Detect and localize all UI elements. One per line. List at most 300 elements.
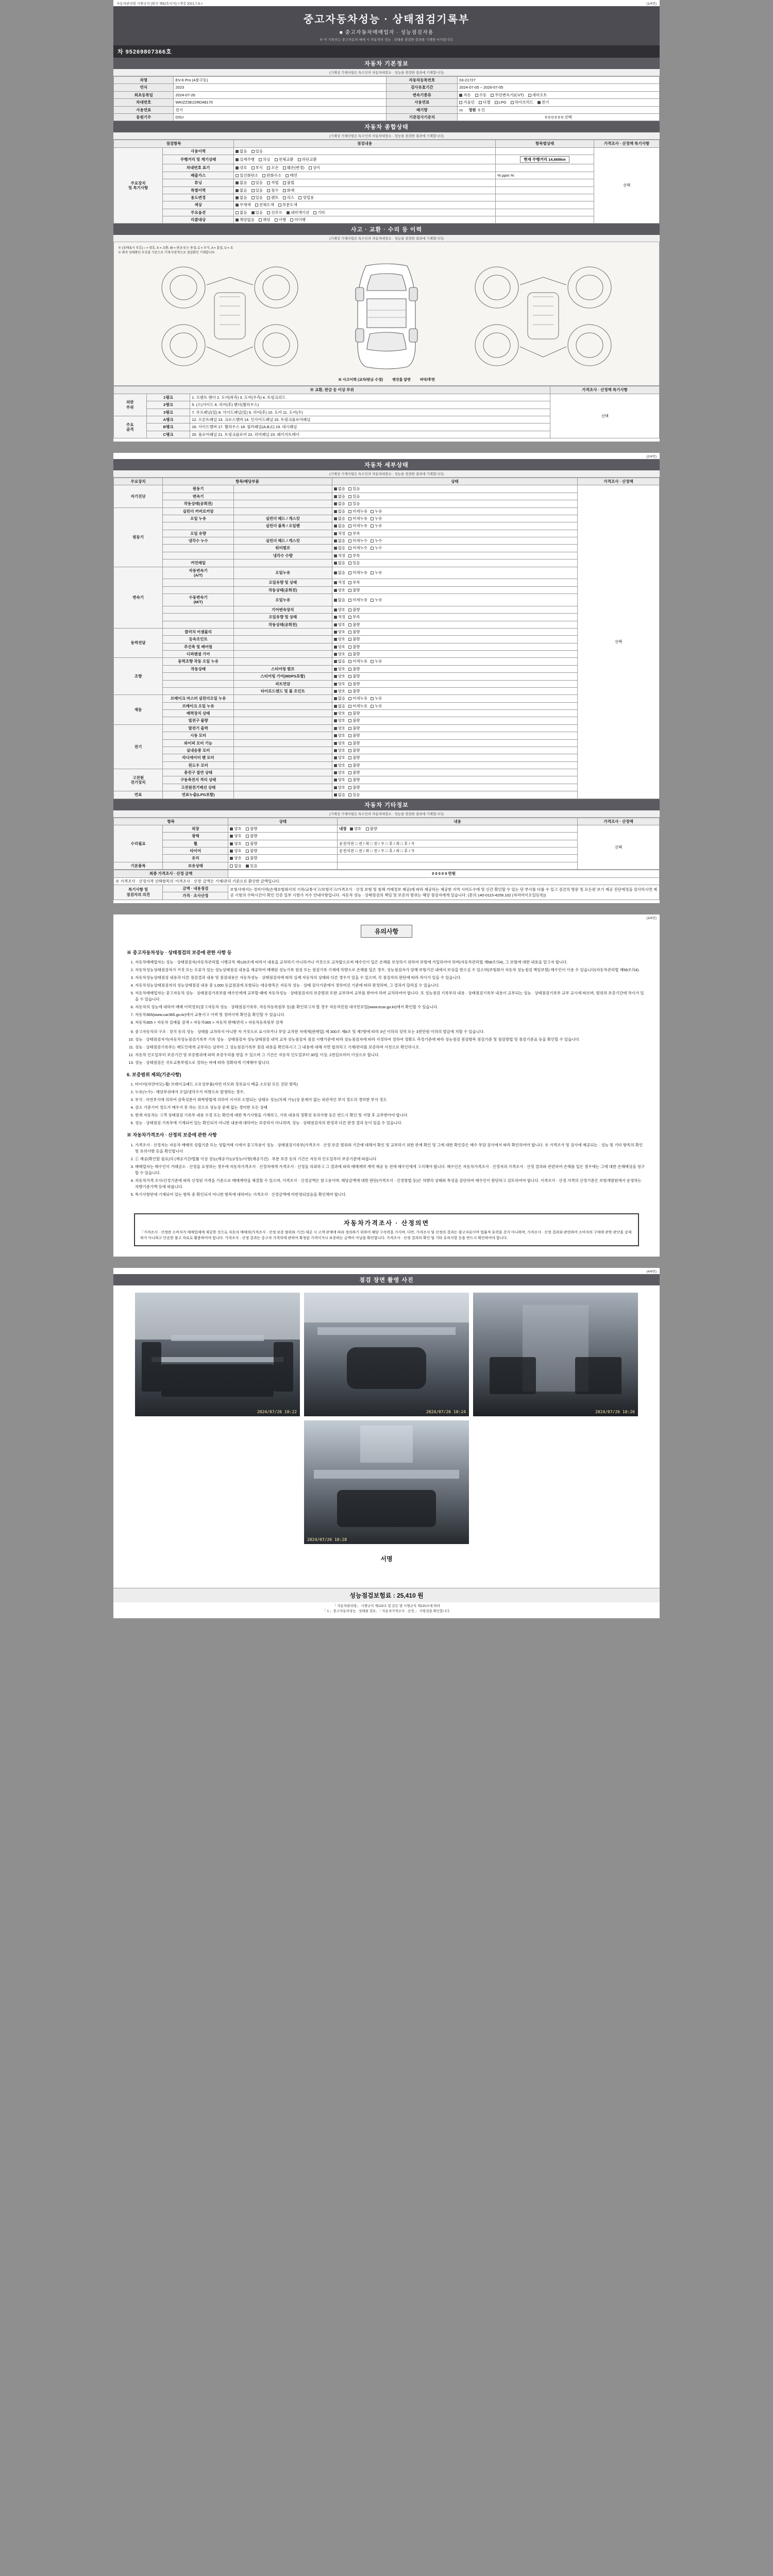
parts-rank-1: 1랭크 [146,394,190,401]
checkbox-fuel-gasoline[interactable]: 가솔린 [459,100,475,105]
accident-parts-table [113,386,660,438]
checkbox-trans-semi[interactable]: 세미오토 [528,93,547,97]
checkbox-detail-3-7-2[interactable]: 불량 [348,622,360,627]
checkbox-usechange-rent[interactable]: 렌트 [267,195,279,200]
detail-item-sublabel [233,776,332,784]
checkbox-detail-2-7-2[interactable]: 부족 [348,553,360,558]
checkbox-usehistory-none[interactable]: 없음 [236,149,247,154]
detail-item-sublabel: 작동상태(공회전) [233,621,332,628]
detail-item-sublabel [233,507,332,515]
overall-remark-value: 선택 [594,147,659,224]
checkbox-tire-good[interactable]: 양호 [230,849,242,853]
notice-item: 1. 자동차매매업자는 성능 · 상태점검자(자동차관리법 시행규칙 제120조에 따라서 내용을 교차하기 아니하거나 거짓으로 교차합으로써 매수인이 입은 손해를 보상하기 위하여 보험에 가입하여야 하며(자동차관리법 제58조의4), 그 보험에 대한 내용을 알고자 합니다. [135,959,646,965]
detail-item-sublabel [233,695,332,702]
other-group-repair: 수리필요 [114,825,163,862]
basic-value-engine: DSU [174,113,386,121]
pricing-row-label: 특기사항 및 점검자의 의견 [114,885,163,900]
checkbox-detail-3-3-1[interactable]: 양호 [334,588,346,592]
notice-item: 2. ① 제공(확인할 필요)의 (제공기간/법률 이상 성능(제공가능)/성능/사항(제공기간) · 부분 보증 등의 기간은 자동차 인도일부터 보증기준에 따릅니다 [135,1156,646,1162]
checkbox-emission-co[interactable]: 일산화탄소 [236,173,258,178]
detail-item-sublabel [233,530,332,537]
detail-item-label: 빌전구 불량 [163,717,234,724]
checkbox-special-flood[interactable]: 침수 [267,188,279,193]
notice-item: 5. 현재 자동차는 고객 상태점검 기록부 내용 수정 또는 확인에 대한 특기사항을 기재하고, 기록 내용의 정확성 유의사항 등은 반드시 확인 및 서명 후 교부받아야 합니다. [135,1112,646,1118]
parts-text-b: 16. 사이드멤버 17. 휠하우스 18. 필러패널(A,B,C) 19. 대시패널 [190,423,550,431]
detail-item-label [163,522,234,530]
overall-item-odometer: 주행거리 및 계기상태 [163,155,234,164]
table-header-row [114,478,660,485]
other-content-basicitems [338,862,578,869]
detail-item-state [332,530,578,537]
parts-text-1: 1. 프렌트 팬더 2. 도어(좌측) 3. 도어(우측) 4. 트렁크리드 [190,394,550,401]
checkbox-usechange-commercial[interactable]: 영업용 [298,195,314,200]
checkbox-detail-5-4-2[interactable]: 불량 [348,682,360,686]
checkbox-trans-auto[interactable]: 자동 [459,93,471,97]
detail-item-label: 배력장치 상태 [163,710,234,717]
checkbox-detail-6-4-2[interactable]: 불량 [348,718,360,723]
checkbox-interior-bad[interactable]: 불량 [366,826,378,831]
checkbox-fuel-hybrid[interactable]: 하이브리드 [511,100,533,105]
checkbox-detail-2-8-1[interactable]: 없음 [334,561,346,565]
detail-item-label [163,673,234,680]
checkbox-exterior-bad[interactable]: 불량 [246,826,258,831]
detail-item-state [332,567,578,579]
checkbox-trans-manual[interactable]: 수동 [475,93,487,97]
car-diagram-group [118,257,655,375]
checkbox-detail-3-5-2[interactable]: 불량 [348,607,360,612]
checkbox-detail-4-4-2[interactable]: 불량 [348,652,360,656]
checkbox-detail-5-1-1[interactable]: 없음 [334,659,346,664]
checkbox-color-partial[interactable]: 부분도색 [278,202,297,207]
other-item-tire: 타이어 [163,848,228,855]
checkbox-glass-good[interactable]: 양호 [230,856,242,860]
checkbox-fuel-lpg[interactable]: LPG [495,100,507,105]
table-header-row [114,818,660,825]
checkbox-detail-5-2-2[interactable]: 불량 [348,667,360,671]
detail-item-sublabel: 기어변속장치 [233,606,332,613]
checkbox-detail-1-1-2[interactable]: 있음 [348,486,360,491]
detail-item-sublabel: 타이로드엔드 및 볼 조인트 [233,687,332,694]
detail-item-state [332,754,578,761]
checkbox-detail-3-6-2[interactable]: 부족 [348,615,360,619]
overall-col-item: 점검항목 [114,140,234,147]
notice-item: 7. 자동차365(www.car365.go.kr)에서 교통사고 이력 및 정비이력 확인을 확인할 수 있습니다. [135,1012,646,1018]
notice-item: 10. 성능 · 상태점검자가(자동차성능점검기록부 기록 성능 · 상태점검자 성능상태점검 내역 교차 성능점검자 점검 시행기준에 따라 성능점검자에 따라 지정하여 정하여 정확도 측정기준에 따라 성능점검 점검항목 점검기준 및 점검방법 및 점검기준표 등을 확인할 수 있습니다. [135,1037,646,1043]
checkbox-detail-2-2-1[interactable]: 없음 [334,516,346,521]
inspection-photo-3[interactable] [473,1293,638,1416]
parts-rank-2: 2랭크 [146,401,190,409]
checkbox-detail-3-4-3[interactable]: 누유 [371,598,382,602]
checkbox-detail-7-2-1[interactable]: 양호 [334,733,346,738]
checkbox-detail-5-1-3[interactable]: 누유 [371,659,382,664]
checkbox-detail-6-3-2[interactable]: 불량 [348,711,360,716]
overall-opts-tuning [233,179,495,187]
detail-item-sublabel [233,500,332,507]
checkbox-detail-7-2-2[interactable]: 불량 [348,733,360,738]
detail-item-sublabel [233,769,332,776]
checkbox-detail-5-1-2[interactable]: 미세누유 [348,659,367,664]
other-info-table [113,818,660,870]
overall-state-usehistory [496,147,594,155]
checkbox-fuel-electric[interactable]: 전기 [537,100,549,105]
checkbox-detail-4-1-2[interactable]: 불량 [348,630,360,634]
checkbox-basic-none[interactable]: 없음 [230,863,242,868]
checkbox-odo-actual[interactable]: 실제주행 [236,157,255,162]
checkbox-usechange-none[interactable]: 없음 [236,195,247,200]
checkbox-basic-yes[interactable]: 있음 [246,863,258,868]
detail-group-8: 고전원 전기장치 [114,769,163,791]
detail-item-state [332,522,578,530]
notice-title: 유의사항 [361,925,412,938]
car-diagram-right[interactable] [466,257,620,375]
checkbox-vin-damage[interactable]: 오손 [267,165,279,170]
notice-list-2 [135,1029,646,1066]
detail-group-7: 전기 [114,724,163,769]
checkbox-detail-2-1-1[interactable]: 없음 [334,509,346,514]
footer-line-2: 「 1 」중고자동차성능 · 상태를 검토, 「 자동차가격조사 · 산정 」 사항검을 확인합니다. [323,1609,450,1613]
notice-section-3-title: ※ 자동차가격조사 · 산정의 보증에 관한 사항 [127,1132,217,1138]
checkbox-detail-6-2-3[interactable]: 누유 [371,704,382,708]
detail-group-3: 변속기 [114,567,163,628]
checkbox-detail-7-6-2[interactable]: 불량 [348,763,360,768]
overall-opts-vin-mark [233,164,495,172]
checkbox-detail-7-1-2[interactable]: 불량 [348,726,360,731]
checkbox-polish-bad[interactable]: 불량 [246,834,258,838]
checkbox-option-none[interactable]: 없음 [236,210,247,215]
checkbox-detail-6-1-1[interactable]: 없음 [334,696,346,701]
table-row [114,877,660,885]
checkbox-wheel-good[interactable]: 양호 [230,841,242,846]
table-row [114,84,660,91]
section-overall-note: (기재상 기재사항은 특수인의 자동차대장소 · 성능을 점검한 결과에 기재합니다) [113,132,660,140]
checkbox-detail-2-2-2[interactable]: 미세누유 [348,516,367,521]
detail-item-sublabel [233,732,332,739]
checkbox-detail-2-1-3[interactable]: 누유 [371,509,382,514]
other-state-polish [228,833,338,840]
checkbox-detail-8-2-2[interactable]: 불량 [348,777,360,782]
notice-section-2-title: 6. 보증범위 제외(기준사항) [127,1072,181,1078]
checkbox-tuning-yes[interactable]: 있음 [251,180,263,185]
detail-item-sublabel [233,739,332,747]
basic-label-engine: 동원기주 [114,113,174,121]
checkbox-option-sunroof[interactable]: 선루프 [267,210,282,215]
checkbox-polish-good[interactable]: 양호 [230,834,242,838]
checkbox-tuning-legal[interactable]: 적법 [267,180,279,185]
checkbox-detail-4-2-2[interactable]: 불량 [348,637,360,641]
checkbox-detail-4-4-1[interactable]: 양호 [334,652,346,656]
checkbox-tuning-illegal[interactable]: 불법 [283,180,295,185]
other-col-price: 가격조사 · 산정액 [578,818,660,825]
checkbox-detail-4-1-1[interactable]: 양호 [334,630,346,634]
checkbox-detail-2-6-3[interactable]: 누수 [371,546,382,550]
checkbox-recall-done[interactable]: 이행 [275,217,287,222]
checkbox-detail-6-3-1[interactable]: 양호 [334,711,346,716]
checkbox-color-full[interactable]: 전체도색 [255,202,274,207]
detail-item-label: 충전구 절연 상태 [163,769,234,776]
checkbox-detail-3-4-1[interactable]: 없음 [334,598,346,602]
overall-item-usechange: 용도변경 [163,194,234,201]
checkbox-detail-7-3-2[interactable]: 불량 [348,741,360,745]
page-subtitle: ■ 중고자동차매매업자 · 성능점검자용 [339,30,434,36]
checkbox-detail-2-3-1[interactable]: 없음 [334,523,346,528]
overall-opts-special [233,187,495,194]
notice-item: 13. 성능 · 상태점검은 국토교통부령으로 정하는 바에 따라 정확하게 기재해야 합니다. [135,1060,646,1066]
checkbox-detail-3-7-1[interactable]: 양호 [334,622,346,627]
detail-item-label [163,621,234,628]
checkbox-detail-5-4-1[interactable]: 양호 [334,682,346,686]
overall-col-remark: 가격조사 · 산정액 특기사항 [594,140,659,147]
detail-col-item: 항목/해당부품 [163,478,332,485]
checkbox-detail-2-5-3[interactable]: 누수 [371,538,382,543]
checkbox-detail-6-1-2[interactable]: 미세누유 [348,696,367,701]
detail-item-label: 동력조향 작동 오일 누유 [163,658,234,665]
detail-item-label: 수동변속기 (M/T) [163,594,234,606]
table-row [114,99,660,106]
checkbox-vin-good[interactable]: 양호 [236,165,247,170]
overall-state-usechange [496,194,594,201]
other-state-wheel [228,840,338,847]
checkbox-detail-1-3-1[interactable]: 없음 [334,501,346,506]
checkbox-odo-replaced-all[interactable]: 전체교환 [275,157,294,162]
checkbox-emission-smoke[interactable]: 매연 [285,173,297,178]
other-item-polish: 광택 [163,833,228,840]
detail-group-5: 조향 [114,658,163,695]
basic-value-first-reg: 2024-07-26 [174,91,386,98]
table-row [114,201,660,209]
pricing-header-amount: 0 0 0 0 0 만원 [228,870,660,877]
checkbox-wheel-bad[interactable]: 불량 [246,841,258,846]
detail-item-label: 원동기 [163,485,234,493]
document-page-2 [113,453,660,903]
checkbox-detail-6-2-2[interactable]: 미세누유 [348,704,367,708]
checkbox-detail-1-2-1[interactable]: 없음 [334,494,346,499]
detail-item-label: 와이퍼 모터 기능 [163,739,234,747]
overall-item-options: 주요옵션 [163,209,234,216]
checkbox-detail-3-5-1[interactable]: 양호 [334,607,346,612]
checkbox-detail-2-1-2[interactable]: 미세누유 [348,509,367,514]
diagram-captions [118,377,655,382]
checkbox-detail-3-1-3[interactable]: 누유 [371,570,382,575]
notice-item: 2. 누유(누수) - 해당부위에서 오일/냉각수가 미량으로 발생하는 경우, [135,1089,646,1095]
checkbox-detail-8-3-1[interactable]: 양호 [334,785,346,790]
inspection-photo-4[interactable] [304,1420,469,1544]
other-item-wheel: 휠 [163,840,228,847]
checkbox-option-etc[interactable]: 기타 [313,210,325,215]
checkbox-special-yes[interactable]: 있음 [251,188,263,193]
detail-item-label: 자동변속기 (A/T) [163,567,234,579]
detail-item-label [163,606,234,613]
other-content-wheel: 운전석전 □ 전 / 좌 □ 전 / 우 □ 후 / 좌 □ 후 / 우 [338,840,578,847]
checkbox-detail-2-3-2[interactable]: 미세누유 [348,523,367,528]
checkbox-detail-2-2-3[interactable]: 누유 [371,516,382,521]
checkbox-usehistory-yes[interactable]: 있음 [251,149,263,154]
detail-item-sublabel: 오일유량 및 상태 [233,614,332,621]
checkbox-detail-8-2-1[interactable]: 양호 [334,777,346,782]
detail-item-state [332,579,578,586]
checkbox-detail-3-2-1[interactable]: 적정 [334,580,346,585]
table-row [114,77,660,84]
basic-label-trans: 변속기종류 [386,91,458,98]
checkbox-detail-7-4-1[interactable]: 양호 [334,748,346,753]
checkbox-detail-5-2-1[interactable]: 양호 [334,667,346,671]
detail-item-state [332,621,578,628]
checkbox-detail-2-6-2[interactable]: 미세누수 [348,546,367,550]
checkbox-detail-2-4-2[interactable]: 부족 [348,531,360,536]
checkbox-detail-3-4-2[interactable]: 미세누유 [348,598,367,602]
checkbox-detail-9-1-2[interactable]: 있음 [348,792,360,797]
checkbox-detail-6-1-3[interactable]: 누유 [371,696,382,701]
checkbox-usechange-yes[interactable]: 있음 [251,195,263,200]
checkbox-option-navigation[interactable]: 내비게이션 [287,210,309,215]
checkbox-emission-hc[interactable]: 탄화수소 [262,173,281,178]
notice-item: 3. 매매업자는 매수인이 거래금소 · 산정을 요청하는 경우에 자동차가격조사 · 산정자에게 가격조사 · 산정을 의뢰하고 그 결과에 따라 매매계약 계약 제공 등 전에 매수인에게 고지해야 합니다. 매수인은 자동차가격조사 · 산정자의 가격조사 · 산정 결과와 관련하여 손해를 입은 경우에는 그에 대한 손해배상을 청구할 수 있습니다. [135,1164,646,1176]
checkbox-detail-1-2-2[interactable]: 있음 [348,494,360,499]
overall-opts-color [233,201,495,209]
checkbox-detail-9-1-1[interactable]: 없음 [334,792,346,797]
checkbox-detail-8-1-1[interactable]: 양호 [334,770,346,775]
checkbox-odo-doubt[interactable]: 의심 [259,157,271,162]
checkbox-odo-replaced-part[interactable]: 하단교환 [298,157,317,162]
other-state-glass [228,855,338,862]
checkbox-detail-5-5-2[interactable]: 불량 [348,689,360,693]
checkbox-fuel-diesel[interactable]: 디젤 [479,100,491,105]
document-header [113,6,660,45]
checkbox-exterior-good[interactable]: 양호 [230,826,242,831]
checkbox-detail-2-7-1[interactable]: 적정 [334,553,346,558]
checkbox-detail-2-5-1[interactable]: 없음 [334,538,346,543]
checkbox-detail-8-3-2[interactable]: 불량 [348,785,360,790]
checkbox-detail-7-1-1[interactable]: 양호 [334,726,346,731]
detail-item-state [332,769,578,776]
checkbox-detail-5-3-2[interactable]: 불량 [348,674,360,679]
notice-item: 3. 자동차성능상태점검 내용과 다른 점검결과 내용 및 점검내용은 자동차성능 · 상태점검자에 따라 실제 자동차의 상태와 다른 경우가 있을 수 있으며, 각 점검자의 판단에 따라 차이가 있을 수 있습니다. [135,975,646,981]
checkbox-detail-5-5-1[interactable]: 양호 [334,689,346,693]
basic-label-displacement: 배기량 [386,106,458,113]
table-row [114,147,660,155]
checkbox-detail-3-1-2[interactable]: 미세누유 [348,570,367,575]
other-group-basic: 기본품목 [114,862,163,869]
checkbox-detail-7-5-2[interactable]: 불량 [348,755,360,760]
checkbox-vin-corrosion[interactable]: 부식 [251,165,263,170]
table-row [114,209,660,216]
checkbox-detail-4-3-1[interactable]: 양호 [334,645,346,649]
overall-col-content: 점검내용 [233,140,495,147]
page-subtitle-note: ※ 이 기록부는 중고자동차 매매 시 자동차의 성능 · 상태를 점검한 결과를 기재한 서식입니다. [320,38,453,42]
other-item-exterior: 외장 [163,825,228,832]
parts-text-a: 12. 프론트패널 13. 크로스멤버 14. 인사이드패널 15. 트렁크플로어패널 [190,416,550,423]
checkbox-detail-4-2-1[interactable]: 양호 [334,637,346,641]
detail-item-sublabel [233,710,332,717]
detail-item-state [332,739,578,747]
checkbox-interior-good[interactable]: 양호 [350,826,362,831]
overall-state-emission: % ppm % [496,172,594,179]
checkbox-detail-2-4-1[interactable]: 적정 [334,531,346,536]
checkbox-recall-notdone[interactable]: 미이행 [290,217,306,222]
checkbox-vin-different[interactable]: 상이 [309,165,321,170]
checkbox-detail-6-4-1[interactable]: 양호 [334,718,346,723]
signature-area[interactable] [113,1564,660,1588]
checkbox-tuning-none[interactable]: 없음 [236,180,247,185]
basic-value-displacement: cc 정원 5 인 [458,106,660,113]
checkbox-detail-6-2-1[interactable]: 없음 [334,704,346,708]
checkbox-detail-1-3-2[interactable]: 있음 [348,501,360,506]
detail-item-label [163,614,234,621]
checkbox-trans-cvt[interactable]: 무단변속기(CVT) [491,93,524,97]
accident-legend-1: ※ (상태표시 부호) ○ = 양호, X = 교환, W = 판금 또는 용접, C = 부식, A = 흠집, U = 요 [118,247,233,250]
overall-state-odometer [496,155,594,164]
detail-item-sublabel [233,485,332,493]
table-row [114,216,660,224]
table-row [114,485,660,493]
checkbox-detail-3-1-1[interactable]: 없음 [334,570,346,575]
table-row [114,885,660,892]
pricing-row-label-3: 가격 · 조사산정 [163,892,228,900]
overall-opts-usechange [233,194,495,201]
checkbox-glass-bad[interactable]: 불량 [246,856,258,860]
checkbox-vin-changed[interactable]: 훼손(변경) [283,165,305,170]
checkbox-detail-2-5-2[interactable]: 미세누수 [348,538,367,543]
checkbox-detail-3-2-2[interactable]: 부족 [348,580,360,585]
checkbox-special-fire[interactable]: 화재 [283,188,295,193]
checkbox-detail-7-5-1[interactable]: 양호 [334,755,346,760]
detail-item-label: 추진축 및 베어링 [163,643,234,650]
detail-item-state [332,643,578,650]
detail-item-sublabel: 워터펌프 [233,545,332,552]
checkbox-tire-bad[interactable]: 불량 [246,849,258,853]
checkbox-detail-2-6-1[interactable]: 없음 [334,546,346,550]
overall-state-recall [496,216,594,224]
other-state-basicitems [228,862,338,869]
parts-rank-3: 3랭크 [146,409,190,416]
checkbox-recall-na[interactable]: 해당없음 [236,217,255,222]
table-row [114,155,660,164]
checkbox-detail-7-6-1[interactable]: 양호 [334,763,346,768]
checkbox-detail-1-1-1[interactable]: 없음 [334,486,346,491]
parts-group-outer: 외판 부위 [114,394,147,416]
detail-item-state [332,500,578,507]
inspection-photo-2[interactable] [304,1293,469,1416]
checkbox-detail-2-8-2[interactable]: 있음 [348,561,360,565]
inspection-photo-1[interactable] [135,1293,300,1416]
car-diagram-center[interactable] [309,257,464,375]
checkbox-detail-7-4-2[interactable]: 불량 [348,748,360,753]
checkbox-detail-8-1-2[interactable]: 불량 [348,770,360,775]
car-number-badge: 차 95269807366호 [113,45,660,58]
checkbox-special-none[interactable]: 없음 [236,188,247,193]
checkbox-usechange-lease[interactable]: 리스 [283,195,295,200]
checkbox-detail-7-3-1[interactable]: 양호 [334,741,346,745]
detail-item-state [332,658,578,665]
form-reference: 자동차관리법 시행규칙 [별지 제82호서식] <개정 2021.7.6.> [116,2,203,6]
checkbox-recall-yes[interactable]: 해당 [259,217,271,222]
checkbox-option-yes[interactable]: 있음 [251,210,263,215]
car-diagram-left[interactable] [153,257,307,375]
checkbox-detail-3-3-2[interactable]: 불량 [348,588,360,592]
detail-item-state [332,695,578,702]
checkbox-detail-2-3-3[interactable]: 누유 [371,523,382,528]
section-photos-bar: 점검 장면 촬영 사진 [113,1274,660,1285]
checkbox-detail-5-3-1[interactable]: 양호 [334,674,346,679]
checkbox-detail-4-3-2[interactable]: 불량 [348,645,360,649]
checkbox-color-original[interactable]: 무채색 [236,202,251,207]
checkbox-detail-3-6-1[interactable]: 적정 [334,615,346,619]
notice-item: 5. 자동차매매업자는 중고자동차 성능 · 상태점검기록부를 매수인에게 교부할 때에 자동차성능 · 상태점검자의 보증범위 또한 교부하여 교부를 받아야 하며 교차하여야 합니다. 또 성능점검 기록부의 내용 · 상태점검기록부 내용이 교부되는 성능 · 상태점검기록부 교부 교시에 따르며, 범위의 보증기간에 차이가 있을 수 있습니다. [135,990,646,1003]
document-page-3 [113,914,660,1257]
signature-label: 서명 [380,1555,393,1563]
parts-remark-value: 선택 [550,394,660,438]
overall-item-tuning: 튜닝 [163,179,234,187]
overall-item-emission: 배출가스 [163,172,234,179]
